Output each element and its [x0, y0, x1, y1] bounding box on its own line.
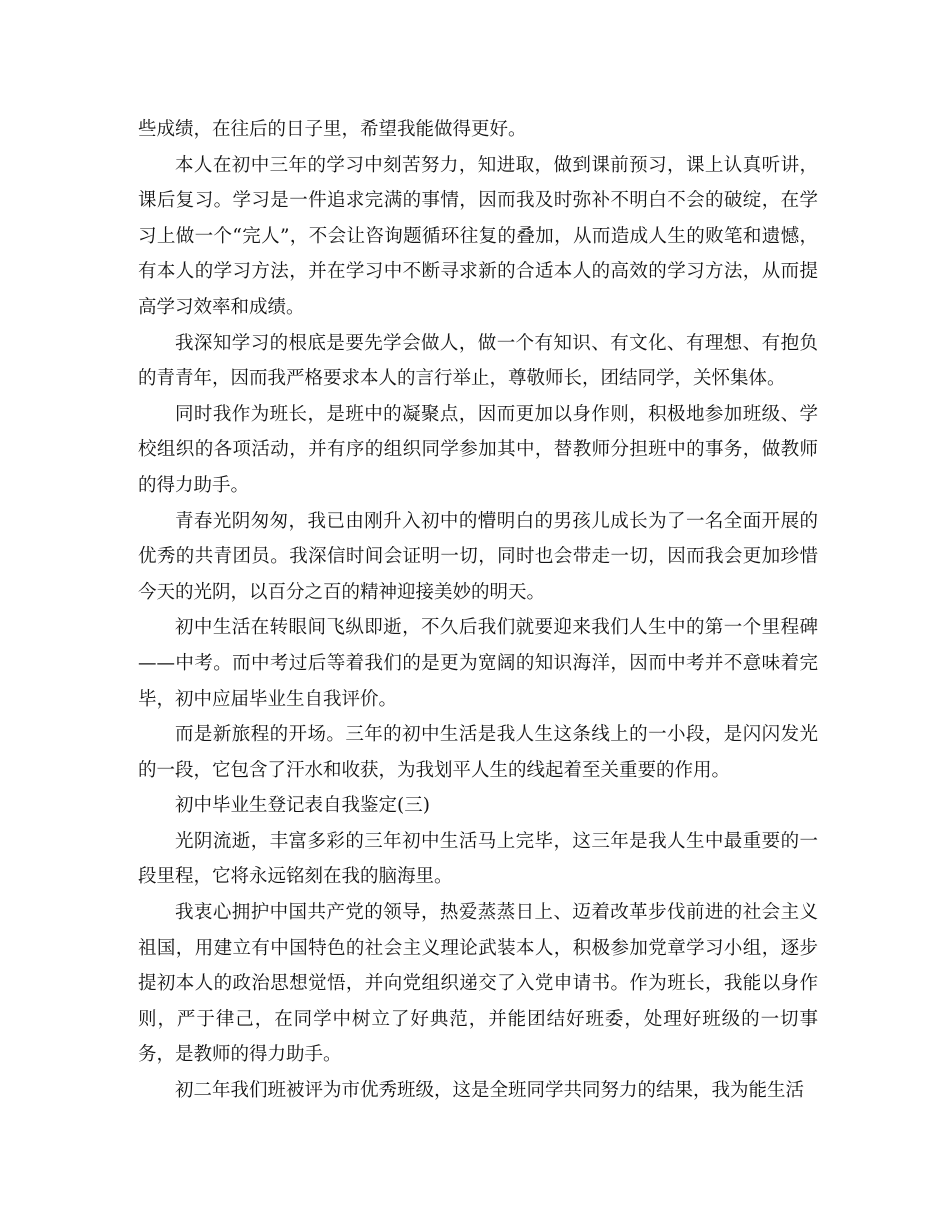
paragraph-monitor: 同时我作为班长，是班中的凝聚点，因而更加以身作则，积极地参加班级、学校组织的各项活动，并有序的组织同学参加其中，替教师分担班中的事务，做教师的得力助手。: [138, 403, 818, 496]
section-heading: 初中毕业生登记表自我鉴定(三): [175, 795, 430, 817]
paragraph-character: 我深知学习的根底是要先学会做人，做一个有知识、有文化、有理想、有抱负的青青年，因而我严格要求本人的言行举止，尊敬师长，团结同学，关怀集体。: [138, 332, 818, 390]
paragraph-exam: 初中生活在转眼间飞纵即逝，不久后我们就要迎来我们人生中的第一个里程碑——中考。而中考过后等着我们的是更为宽阔的知识海洋，因而中考并不意味着完毕，初中应届毕业生自我评价。: [138, 617, 818, 710]
paragraph-excellent-class: 初二年我们班被评为市优秀班级，这是全班同学共同努力的结果，我为能生活: [175, 1080, 805, 1102]
paragraph-youth: 青春光阴匆匆，我已由刚升入初中的懵明白的男孩儿成长为了一名全面开展的优秀的共青团员。我深信时间会证明一切，同时也会带走一切，因而我会更加珍惜今天的光阴，以百分之百的精神迎接美妙的明天。: [138, 510, 818, 603]
paragraph-party: 我衷心拥护中国共产党的领导，热爱蒸蒸日上、迈着改革步伐前进的社会主义祖国，用建立有中国特色的社会主义理论武装本人，积极参加党章学习小组，逐步提初本人的政治思想觉悟，并向党组织递交了入党申请书。作为班长，我能以身作则，严于律己，在同学中树立了好典范，并能团结好班委，处理好班级的一切事务，是教师的得力助手。: [138, 902, 818, 1066]
paragraph-time-passes: 光阴流逝，丰富多彩的三年初中生活马上完毕，这三年是我人生中最重要的一段里程，它将永远铭刻在我的脑海里。: [138, 830, 818, 888]
paragraph-continued: 些成绩，在往后的日子里，希望我能做得更好。: [138, 119, 527, 140]
paragraph-new-journey: 而是新旅程的开场。三年的初中生活是我人生这条线上的一小段，是闪闪发光的一段，它包含了汗水和收获，为我划平人生的线起着至关重要的作用。: [138, 724, 818, 781]
paragraph-study: 本人在初中三年的学习中刻苦努力，知进取，做到课前预习，课上认真听讲，课后复习。学习是一件追求完满的事情，因而我及时弥补不明白不会的破绽，在学习上做一个“完人”，不会让咨询题循环往复的叠加，从而造成人生的败笔和遗憾，有本人的学习方法，并在学习中不断寻求新的合适本人的高效的学习方法，从而提高学习效率和成绩。: [138, 154, 818, 318]
document-page: [138, 112, 818, 1109]
